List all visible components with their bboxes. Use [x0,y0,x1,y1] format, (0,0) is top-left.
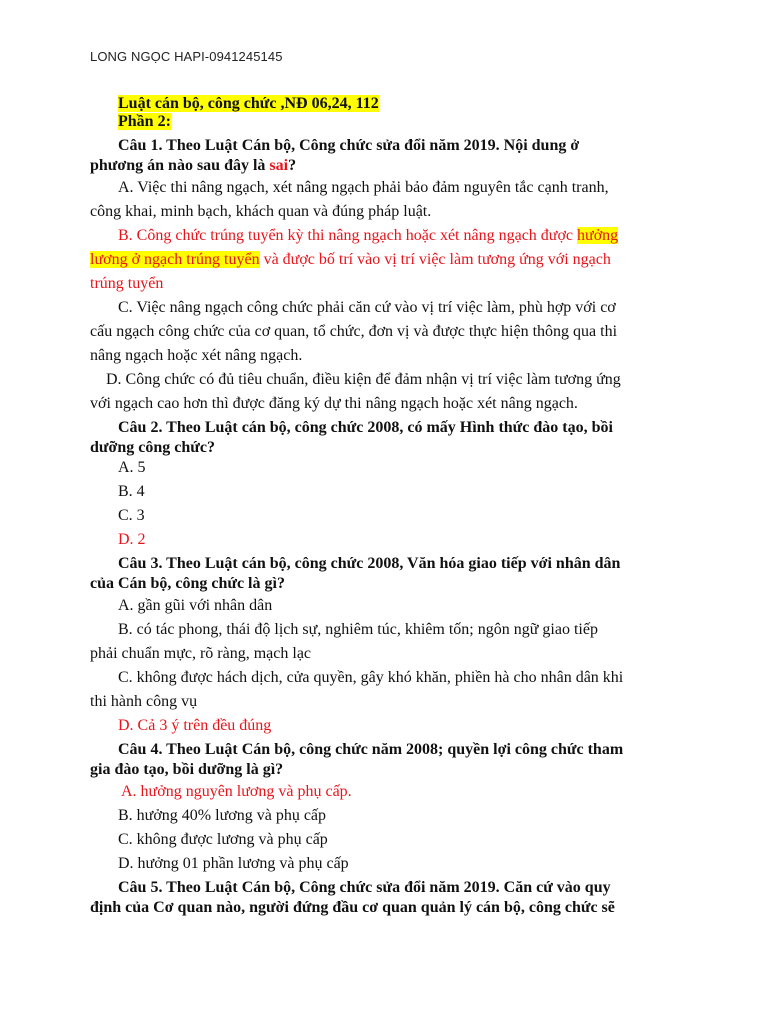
q4-title-line2: gia đào tạo, bồi dưỡng là gì? [90,761,284,778]
q1-option-a-line1: A. Việc thi nâng ngạch, xét nâng ngạch phải bảo đảm nguyên tắc cạnh tranh, [118,179,609,196]
q3-option-c-line2: thi hành công vụ [90,693,198,710]
q2-title-line1: Câu 2. Theo Luật cán bộ, công chức 2008, có mấy Hình thức đào tạo, bồi [118,419,613,436]
q2-option-c: C. 3 [118,507,145,524]
q1-option-b-line1: B. Công chức trúng tuyển kỳ thi nâng ngạch hoặc xét nâng ngạch được hưởng [118,227,619,244]
q3-title-line2: của Cán bộ, công chức là gì? [90,575,285,592]
q1-option-c-line3: nâng ngạch hoặc xét nâng ngạch. [90,347,303,364]
q5-title-line2: định của Cơ quan nào, người đứng đầu cơ quan quản lý cán bộ, công chức sẽ [90,899,615,916]
q2-title-line2: dưỡng công chức? [90,439,215,456]
part-heading: Phần 2: [118,113,171,130]
q1-option-b-line3: trúng tuyển [90,275,164,292]
q1-option-d-line2: với ngạch cao hơn thì được đăng ký dự thi nâng ngạch hoặc xét nâng ngạch. [90,395,578,412]
q1-option-c-line1: C. Việc nâng ngạch công chức phải căn cứ vào vị trí việc làm, phù hợp với cơ [118,299,616,316]
q2-option-d: D. 2 [118,531,146,548]
q5-title-line1: Câu 5. Theo Luật Cán bộ, Công chức sửa đổi năm 2019. Căn cứ vào quy [118,879,611,896]
q4-option-d: D. hưởng 01 phần lương và phụ cấp [118,855,349,872]
q3-option-d: D. Cả 3 ý trên đều đúng [118,717,272,734]
q4-option-c: C. không được lương và phụ cấp [118,831,328,848]
q3-title-line1: Câu 3. Theo Luật cán bộ, công chức 2008, Văn hóa giao tiếp với nhân dân [118,555,621,572]
q2-option-b: B. 4 [118,483,145,500]
q1-option-c-line2: cấu ngạch công chức của cơ quan, tổ chức, đơn vị và được thực hiện thông qua thi [90,323,618,340]
q1-title-line1: Câu 1. Theo Luật Cán bộ, Công chức sửa đổi năm 2019. Nội dung ở [118,137,580,154]
q3-option-c-line1: C. không được hách dịch, cửa quyền, gây khó khăn, phiền hà cho nhân dân khi [118,669,624,686]
q3-option-a: A. gần gũi với nhân dân [118,597,273,614]
document-title: Luật cán bộ, công chức ,NĐ 06,24, 112 [118,95,379,112]
document-header: LONG NGỌC HAPI-0941245145 [90,49,283,64]
q4-option-b: B. hưởng 40% lương và phụ cấp [118,807,327,824]
q2-option-a: A. 5 [118,459,146,476]
q4-title-line1: Câu 4. Theo Luật Cán bộ, công chức năm 2008; quyền lợi công chức tham [118,741,624,758]
q4-option-a: A. hưởng nguyên lương và phụ cấp. [121,783,352,800]
q3-option-b-line1: B. có tác phong, thái độ lịch sự, nghiêm túc, khiêm tốn; ngôn ngữ giao tiếp [118,621,598,638]
q1-option-b-line2: lương ở ngạch trúng tuyển và được bố trí vào vị trí việc làm tương ứng với ngạch [90,251,611,268]
q1-title-line2: phương án nào sau đây là sai? [90,157,297,174]
q3-option-b-line2: phải chuẩn mực, rõ ràng, mạch lạc [90,645,312,662]
q1-option-a-line2: công khai, minh bạch, khách quan và đúng pháp luật. [90,203,432,220]
q1-option-d-line1: D. Công chức có đủ tiêu chuẩn, điều kiện để đảm nhận vị trí việc làm tương ứng [106,371,621,388]
